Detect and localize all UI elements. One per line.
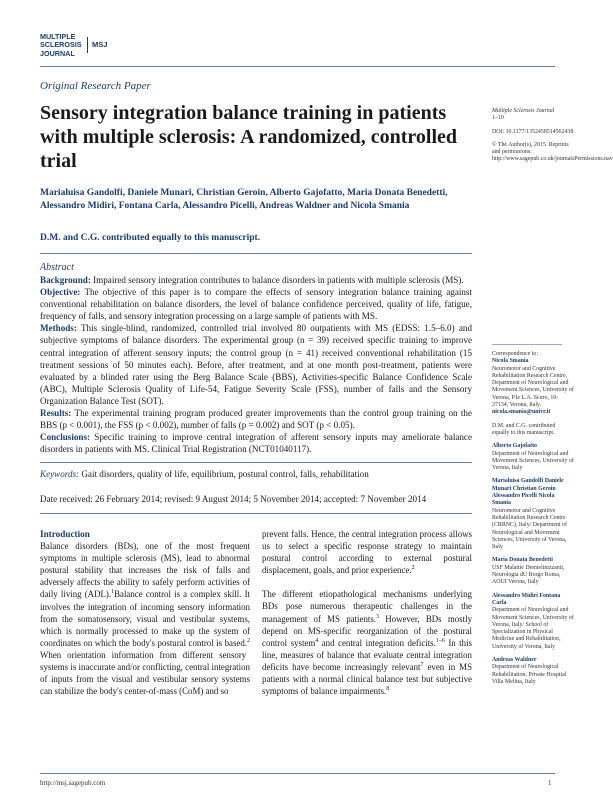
keywords-rule xyxy=(40,462,472,463)
footer-url-link[interactable]: http://msj.sagepub.com xyxy=(40,779,106,787)
sidebar-copyright: © The Author(s), 2015. Reprints and permissions: http://www.sagepub.co.uk/journalsPermissions.nav xyxy=(492,141,613,163)
objective-label: Objective: xyxy=(40,287,81,298)
ref-1[interactable]: 1 xyxy=(111,589,115,596)
page-number: 1 xyxy=(548,779,552,787)
col2-p2-text-a: The different etiopathological mechanisms underlying BDs pose numerous therapeutic challenges in the management of MS patients. xyxy=(262,589,472,624)
affiliation-2 xyxy=(492,478,574,551)
results-label: Results: xyxy=(40,408,72,419)
logo-line-3: JOURNAL xyxy=(40,48,75,58)
col2-paragraph-2 xyxy=(262,588,472,697)
article-title: Sensory integration balance training in patients with multiple sclerosis: A randomized, controlled trial xyxy=(40,102,458,172)
methods-label: Methods: xyxy=(40,323,77,334)
abstract-results xyxy=(40,407,472,431)
affil-5-text: Department of Neurological Rehabilitation, Private Hospital Villa Melitta, Italy xyxy=(492,664,567,685)
ref-1-6[interactable]: 1–6 xyxy=(435,637,445,644)
affil-3-text: USF Malattie Demielinizzanti, Neurologia dU Borgo Roma, AOUI Verona, Italy xyxy=(492,564,565,586)
ref-7[interactable]: 7 xyxy=(420,661,424,668)
abstract-background xyxy=(40,274,472,286)
col2-p2-text-e: even in MS patients with a normal clinical balance test but subjective symptoms of balance impairments. xyxy=(262,661,473,697)
footer-rule xyxy=(40,773,555,774)
col2-p2-text-c: and central integration deficits. xyxy=(318,637,436,648)
affiliation-5 xyxy=(492,657,574,686)
journal-logo xyxy=(40,33,125,65)
corr-email-link[interactable]: nicola.smania@univr.it xyxy=(492,409,551,416)
journal-abbr: MSJ xyxy=(92,40,108,49)
col2-paragraph-1 xyxy=(262,528,472,576)
journal-name-text: Multiple Sclerosis Journal xyxy=(492,108,555,114)
corr-label: Correspondence to: xyxy=(492,351,538,357)
background-text: Impaired sensory integration contributes to balance disorders in patients with multiple sclerosis (MS). xyxy=(93,275,464,285)
logo-separator xyxy=(87,37,88,53)
col2-p1-text: prevent falls. Hence, the central integration process allows us to select a specific response strategy to maintain postural control according to external postural displacement, goals, and prior experience. xyxy=(262,529,472,576)
article-type: Original Research Paper xyxy=(40,80,151,92)
affil-2-names: Marialuisa Gandolfi Daniele Munari Christian Geroin Alessandro Picelli Nicola Smania xyxy=(492,478,564,507)
intro-text-b: Balance control is a complex skill. It involves the integration of incoming sensory information from the somatosensory, visual and vestibular systems, which is normally processed to make up the system of coordinates on which the body's postural control is based. xyxy=(40,589,250,648)
affiliation-4 xyxy=(492,593,574,651)
objective-text: The objective of this paper is to compare the effects of sensory integration balance training against conventional rehabilitation on balance disorders, the level of balance confidence perceived, quality of life, fatigue, frequency of falls, and sensory integration processing on a large sample of patients with MS. xyxy=(40,287,472,322)
keywords-label: Keywords: xyxy=(40,469,80,479)
affil-1-text: Department of Neurological and Movement Sciences, University of Verona, Italy xyxy=(492,450,574,472)
affil-2-text: Neuromotor and Cognitive Rehabilitation Research Centre (CRRNC), Italy/ Department of Neurological and Movement Sciences, University of Verona, Italy xyxy=(492,507,567,551)
sidebar-correspondence xyxy=(492,351,574,692)
affil-4-text: Department of Neurological and Movement Sciences, University of Verona, Italy/ School of Specialization in Physical Medicine and Rehabilitation, University of Verona, Italy xyxy=(492,607,574,650)
corr-affiliation: Neuromotor and Cognitive Rehabilitation Research Centre, Department of Neurological and Movement Sciences, University of Verona, P.le L.A. Scuro, 10-37134, Verona, Italy. xyxy=(492,365,574,409)
ref-2[interactable]: 2 xyxy=(247,637,250,644)
article-dates: Date received: 26 February 2014; revised: 9 August 2014; 5 November 2014; accepted: 7 November 2014 xyxy=(40,494,427,504)
col2-p2-text-d: In this line, measures of balance that evaluate central integration deficits have become increasingly relevant xyxy=(262,637,472,672)
sidebar-doi[interactable]: DOI: 10.1177/1352458514562438 xyxy=(492,128,574,135)
sidebar-rule xyxy=(492,344,562,345)
equal-contribution-note: D.M. and C.G. contributed equally to this manuscript. xyxy=(40,233,261,243)
affil-1-name: Alberto Gajofatto xyxy=(492,443,537,450)
logo-line-1: MULTIPLE xyxy=(40,32,76,41)
abstract-conclusions xyxy=(40,431,472,455)
keywords xyxy=(40,469,472,479)
conclusions-text: Specific training to improve central integration of afferent sensory inputs may ameliorate balance disorders in patients with MS. Clinical Trial Registration (NCT01040117). xyxy=(40,432,473,455)
intro-heading: Introduction xyxy=(40,529,90,539)
sidebar-equal-note: D.M. and C.G. contributed equally to this manuscript. xyxy=(492,422,556,436)
intro-paragraph xyxy=(40,540,250,697)
abstract-heading: Abstract xyxy=(40,262,74,273)
intro-text-c: When orientation information from different sensory systems is inaccurate and/or conflicting, central integration of inputs from the visual and vestibular sensory systems can stabilize the body's center-of-mass (CoM) and so xyxy=(40,649,250,697)
abstract-methods xyxy=(40,322,472,407)
affiliation-3 xyxy=(492,557,574,586)
ref-3[interactable]: 3 xyxy=(376,613,380,620)
affil-3-name: Maria Donata Benedetti xyxy=(492,557,553,564)
ref-8[interactable]: 8 xyxy=(386,686,390,693)
abstract-body xyxy=(40,274,472,455)
methods-text: This single-blind, randomized, controlled trial involved 80 outpatients with MS (EDSS: 1.5–6.0) and subjective symptoms of balance disorders. The experimental group (n = 39) received specific training to improve central integration of afferent sensory inputs; the control group (n = 41) received conventional rehabilitation (15 treatment sessions of 50 minutes each). Before, after treatment, and at one month post-treatment, patients were evaluated by a blinded rater using the Berg Balance Scale (BBS), Activities-specific Balance Confidence Scale (ABC), Multiple Sclerosis Quality of Life-54, Fatigue Severity Scale (FSS), number of falls and the Sensory Organization Balance Test (SOT). xyxy=(40,323,472,406)
dates-rule xyxy=(40,513,472,514)
background-label: Background: xyxy=(40,275,91,285)
sidebar-journal-name xyxy=(492,108,574,123)
abstract-objective xyxy=(40,286,472,322)
correspondence-block xyxy=(492,351,574,417)
corr-name: Nicola Smania xyxy=(492,358,529,365)
affiliation-1 xyxy=(492,443,574,472)
page-range: 1–10 xyxy=(492,115,504,122)
intro-text-a: Balance disorders (BDs), one of the most frequent symptoms in multiple sclerosis (MS), lead to abnormal postural stability that increases the risk of falls and adversely affects the ability to safely perform activities of daily living (ADL). xyxy=(40,541,250,600)
body-column-1 xyxy=(40,528,250,697)
results-text: The experimental training program produced greater improvements than the control group training on the BBS (p < 0.001), the FSS (p < 0.002), number of falls (p = 0.002) and SOT (p < 0.05). xyxy=(40,408,472,431)
sidebar-meta xyxy=(492,108,613,170)
affil-5-name: Andreas Waldner xyxy=(492,656,537,663)
author-list: Marialuisa Gandolfi, Daniele Munari, Christian Geroin, Alberto Gajofatto, Maria Donata Benedetti, Alessandro Midiri, Fontana Carla, Alessandro Picelli, Andreas Waldner and Nicola Smania xyxy=(40,188,448,211)
ref-4[interactable]: 4 xyxy=(315,637,319,644)
abstract-rule xyxy=(40,253,472,254)
header-rule xyxy=(40,66,555,67)
ref-2b[interactable]: 2 xyxy=(411,565,415,572)
conclusions-label: Conclusions: xyxy=(40,432,91,443)
affil-4-names: Alessandro Midiri Fontana Carla xyxy=(492,592,561,606)
body-column-2 xyxy=(262,528,472,697)
col2-p2-text-b: However, BDs mostly depend on MS-specific reorganization of the postural control system xyxy=(262,613,473,648)
logo-line-2: SCLEROSIS xyxy=(40,40,82,50)
keywords-text: Gait disorders, quality of life, equilibrium, postural control, falls, rehabilitation xyxy=(81,469,369,479)
